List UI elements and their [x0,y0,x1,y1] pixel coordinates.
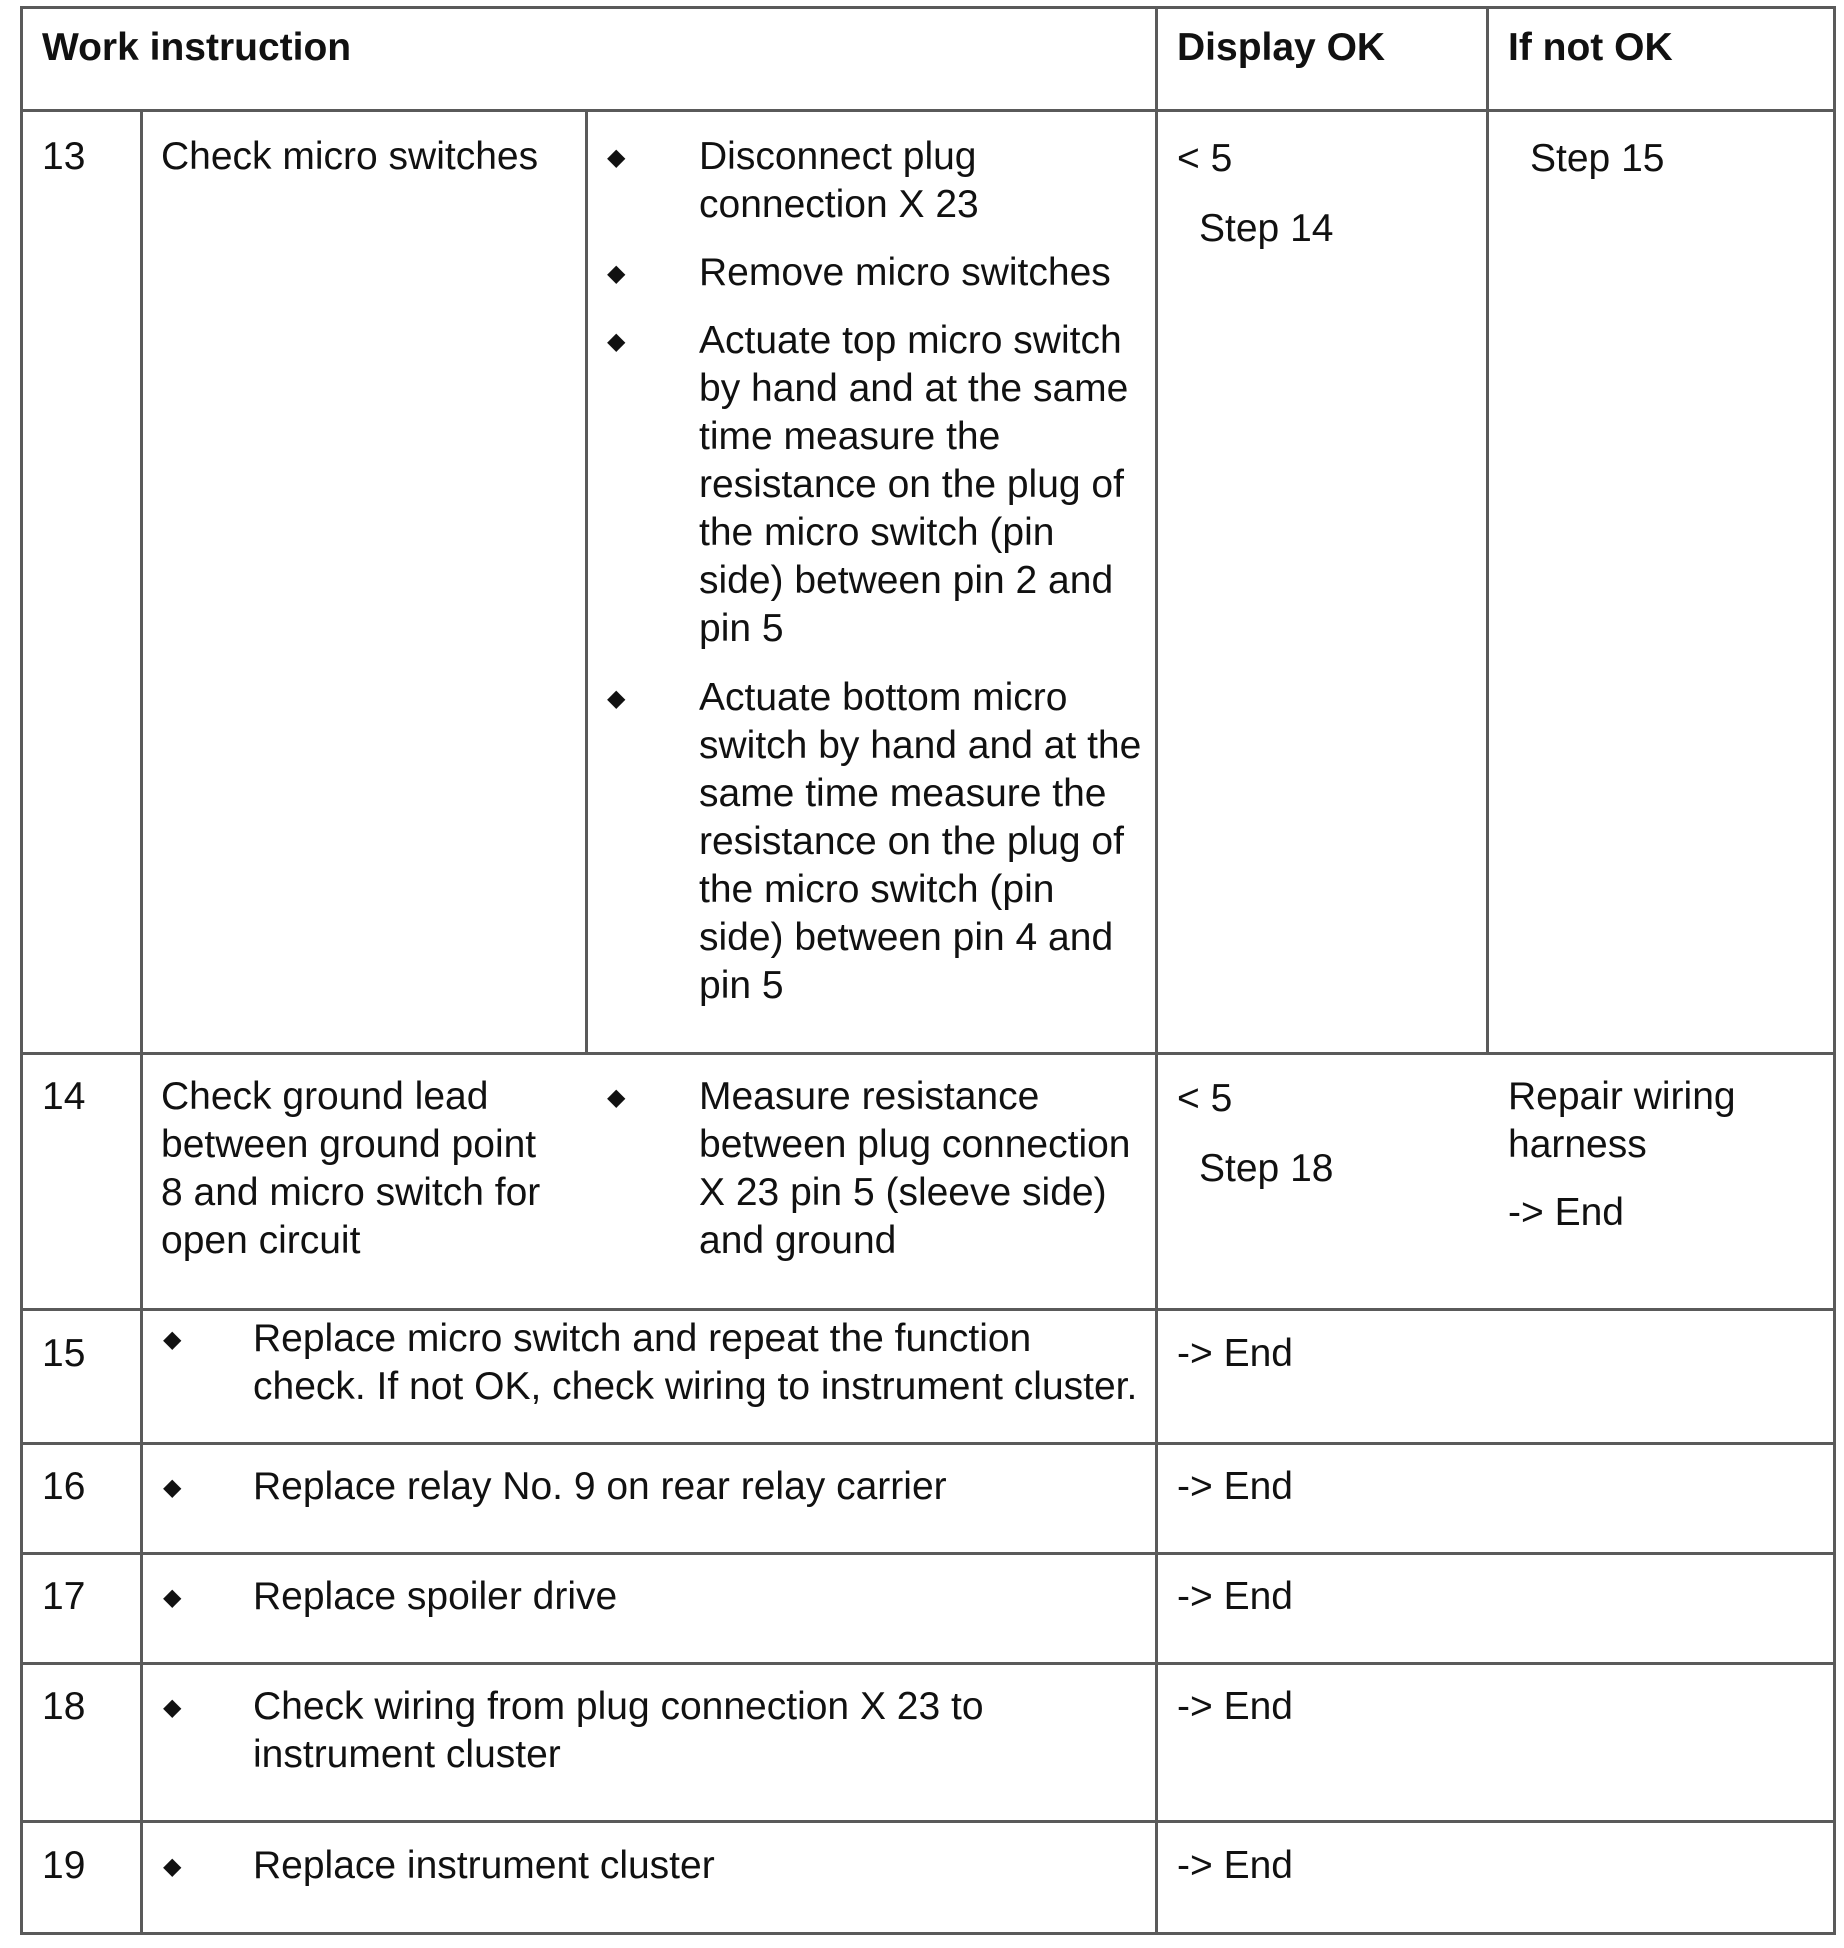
step-number: 17 [42,1575,86,1618]
action-line: Remove micro switches [699,251,1111,294]
action-line: check. If not OK, check wiring to instrument cluster. [253,1365,1138,1408]
action-line: Actuate top micro switch [699,319,1122,362]
column-divider-step [140,109,143,1935]
result-end: -> End [1177,1332,1293,1375]
row-divider [20,109,1835,112]
black-diamond-icon: ◆ [163,1474,182,1501]
table-border-right [1833,6,1836,1935]
black-diamond-icon: ◆ [163,1694,182,1721]
black-diamond-icon: ◆ [607,1084,626,1111]
table-border-bottom [20,1932,1835,1935]
row-divider [20,1052,1835,1055]
if-not-ok-line: harness [1508,1123,1647,1166]
action-line: Check wiring from plug connection X 23 to [253,1685,984,1728]
action-text [699,317,1128,653]
black-diamond-icon: ◆ [607,328,626,355]
action-line: Replace relay No. 9 on rear relay carrier [253,1465,947,1508]
action-line: by hand and at the same [699,367,1129,410]
action-line: instrument cluster [253,1733,561,1776]
if-not-ok-text [1508,1073,1736,1169]
black-diamond-icon: ◆ [607,144,626,171]
row-divider [20,1820,1835,1823]
action-line: side) between pin 2 and [699,559,1114,602]
action-line: switch by hand and at the [699,724,1142,767]
table-border-top [20,6,1835,9]
row-divider [20,1442,1835,1445]
check-line: between ground point [161,1123,537,1166]
check-description [161,1073,540,1265]
column-divider-if-not-ok [1486,6,1489,1055]
check-line: Check ground lead [161,1075,489,1118]
step-number: 14 [42,1075,86,1118]
action-line: same time measure the [699,772,1107,815]
action-line: between plug connection [699,1123,1131,1166]
header-work-instruction: Work instruction [42,26,352,69]
step-number: 13 [42,135,86,178]
result-end: -> End [1177,1575,1293,1618]
action-text [699,133,979,229]
action-line: resistance on the plug of [699,463,1124,506]
black-diamond-icon: ◆ [163,1326,182,1353]
display-ok-value: < 5 [1177,1077,1233,1120]
row-divider [20,1662,1835,1665]
result-end: -> End [1177,1844,1293,1887]
black-diamond-icon: ◆ [163,1584,182,1611]
action-line: Disconnect plug [699,135,977,178]
action-text [253,1683,984,1779]
result-end: -> End [1177,1465,1293,1508]
check-description: Check micro switches [161,135,539,178]
action-line: resistance on the plug of [699,820,1124,863]
step-number: 15 [42,1332,86,1375]
action-line: connection X 23 [699,183,979,226]
result-end: -> End [1177,1685,1293,1728]
header-display-ok: Display OK [1177,26,1386,69]
action-line: the micro switch (pin [699,511,1055,554]
display-ok-value: < 5 [1177,137,1233,180]
if-not-ok-line: Repair wiring [1508,1075,1736,1118]
action-line: Replace instrument cluster [253,1844,715,1887]
check-line: open circuit [161,1219,361,1262]
black-diamond-icon: ◆ [607,685,626,712]
step-number: 18 [42,1685,86,1728]
row-divider [20,1552,1835,1555]
step-number: 16 [42,1465,86,1508]
action-line: the micro switch (pin [699,868,1055,911]
action-line: and ground [699,1219,897,1262]
if-not-ok-step: Step 15 [1530,137,1665,180]
column-divider-display-ok [1155,6,1158,1935]
black-diamond-icon: ◆ [163,1853,182,1880]
action-line: Replace micro switch and repeat the function [253,1317,1032,1360]
black-diamond-icon: ◆ [607,260,626,287]
if-not-ok-end: -> End [1508,1191,1624,1234]
action-line: Actuate bottom micro [699,676,1068,719]
step-number: 19 [42,1844,86,1887]
check-line: 8 and micro switch for [161,1171,541,1214]
column-divider-action [585,109,588,1055]
action-line: side) between pin 4 and [699,916,1114,959]
action-text [253,1315,1137,1411]
action-line: Replace spoiler drive [253,1575,618,1618]
action-line: Measure resistance [699,1075,1040,1118]
action-line: time measure the [699,415,1001,458]
action-text [699,1073,1131,1265]
action-line: pin 5 [699,607,784,650]
display-ok-next-step: Step 14 [1199,207,1334,250]
action-line: X 23 pin 5 (sleeve side) [699,1171,1107,1214]
action-text [699,674,1141,1010]
header-if-not-ok: If not OK [1508,26,1673,69]
row-divider [20,1308,1835,1311]
table-border-left [20,6,23,1935]
display-ok-next-step: Step 18 [1199,1147,1334,1190]
action-line: pin 5 [699,964,784,1007]
